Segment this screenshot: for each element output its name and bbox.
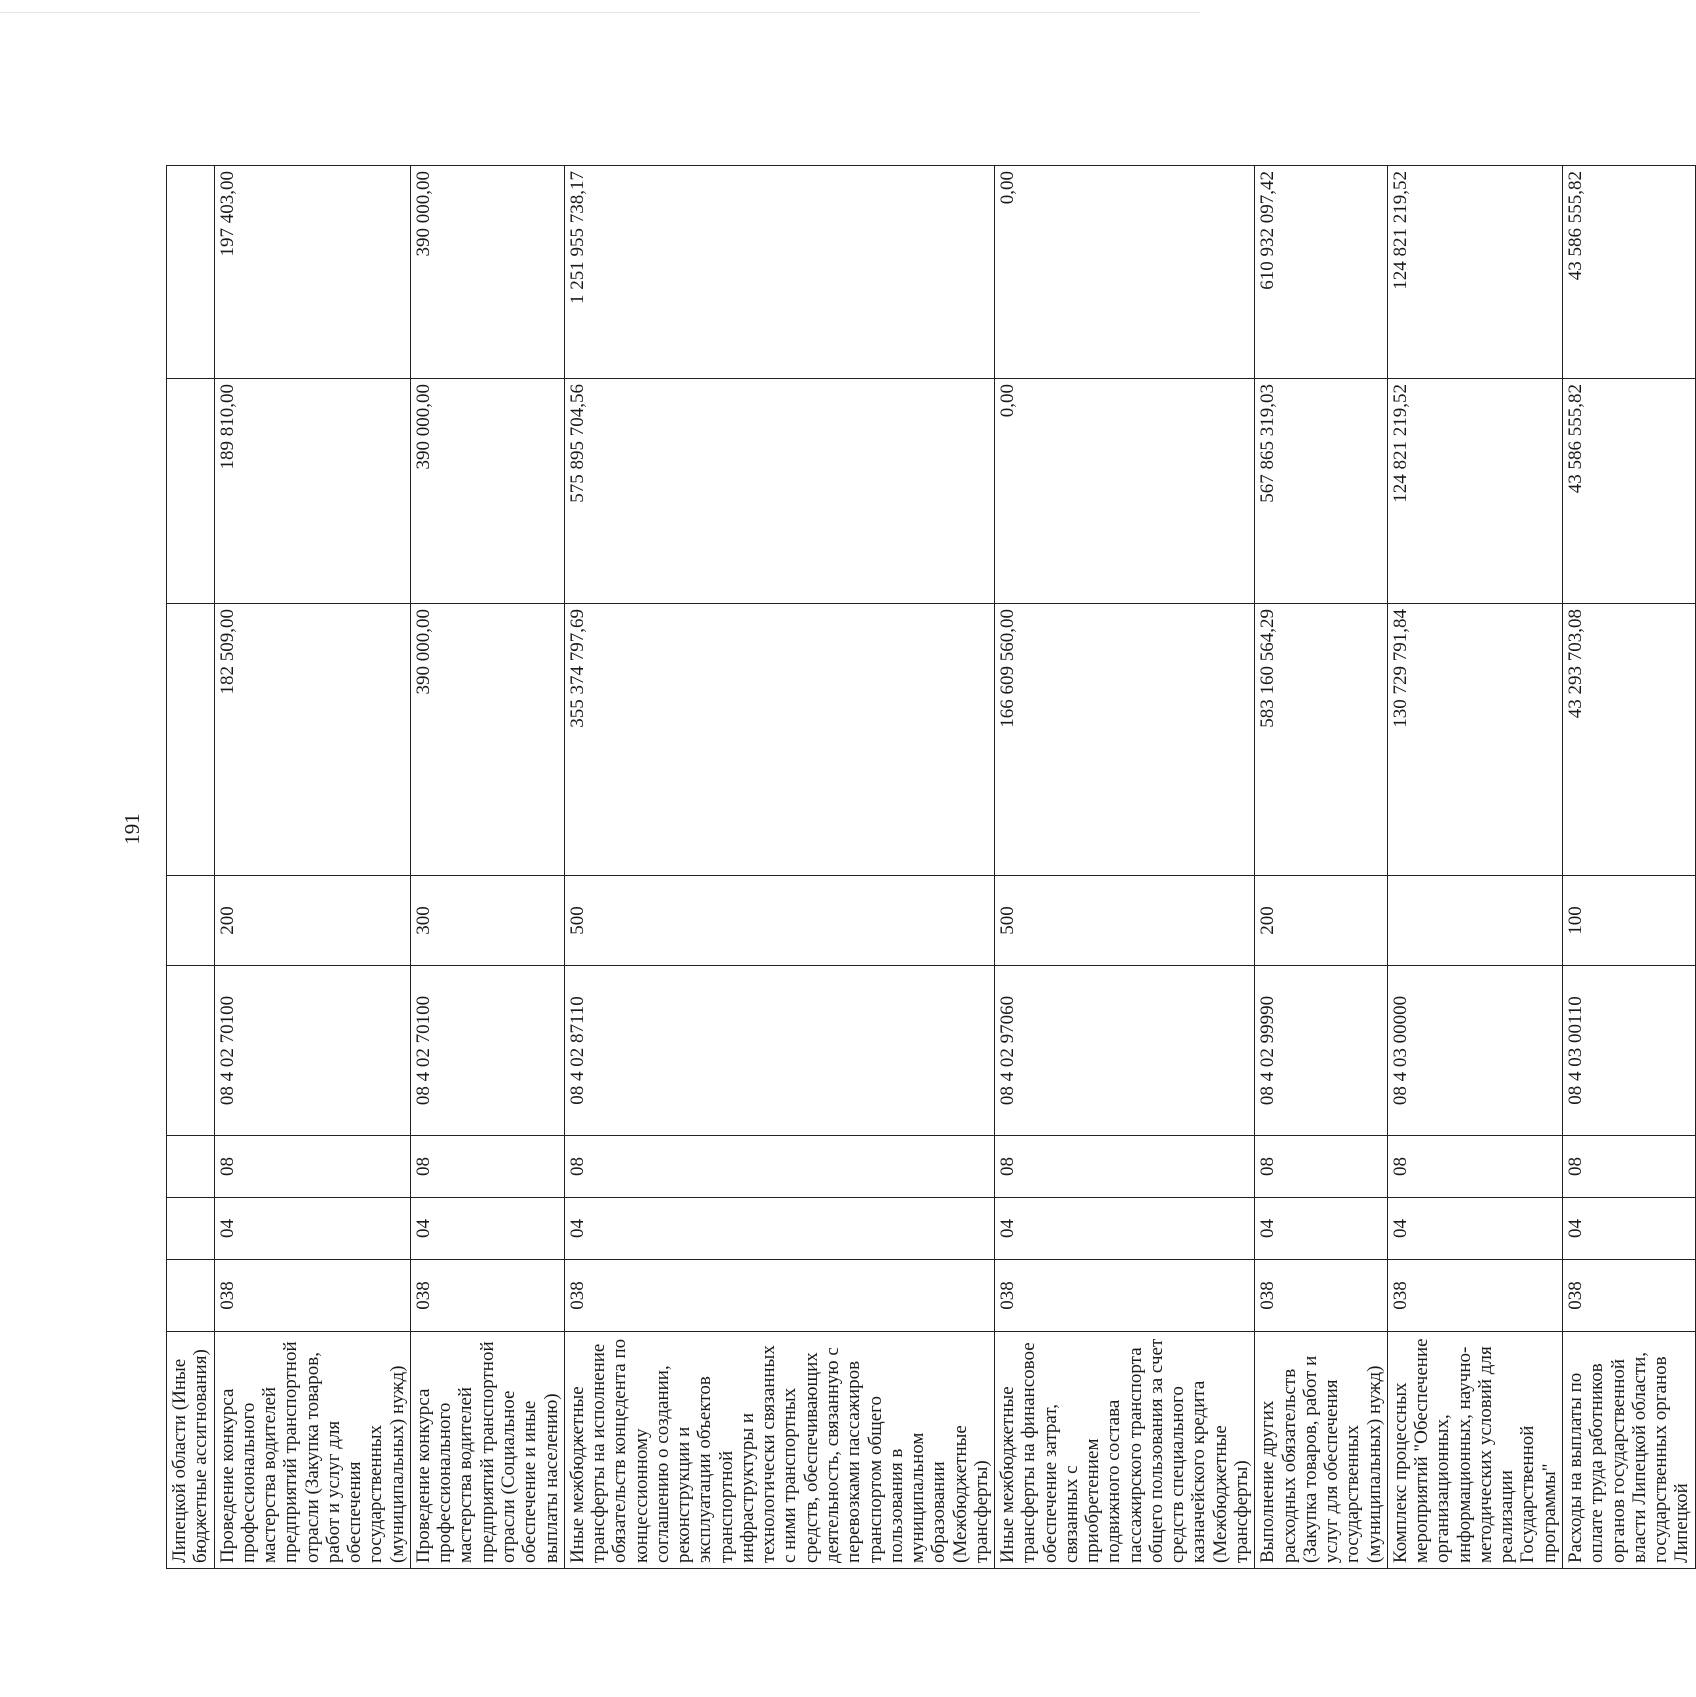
amount-year-3: 610 932 097,42: [1255, 166, 1388, 379]
table-row: [410, 166, 564, 1569]
subsection-code: 08: [214, 1136, 410, 1198]
amount-year-3: 43 586 555,82: [1563, 166, 1696, 379]
amount-year-1: [167, 604, 215, 876]
amount-year-2: 575 895 704,56: [564, 379, 994, 604]
amount-year-3: 197 403,00: [214, 166, 410, 379]
ministry-code: 038: [1387, 1260, 1562, 1332]
target-article-code: 08 4 03 00000: [1387, 966, 1562, 1136]
subsection-code: 08: [1255, 1136, 1388, 1198]
expense-type-code: 500: [564, 876, 994, 966]
target-article-code: 08 4 02 99990: [1255, 966, 1388, 1136]
ministry-code: 038: [410, 1260, 564, 1332]
section-code: 04: [214, 1198, 410, 1260]
target-article-code: 08 4 02 70100: [410, 966, 564, 1136]
section-code: 04: [995, 1198, 1255, 1260]
expense-type-code: [1387, 876, 1562, 966]
section-code: [167, 1198, 215, 1260]
ministry-code: 038: [1563, 1260, 1696, 1332]
amount-year-2: 0,00: [995, 379, 1255, 604]
amount-year-3: 124 821 219,52: [1387, 166, 1562, 379]
amount-year-2: 567 865 319,03: [1255, 379, 1388, 604]
expense-type-code: 500: [995, 876, 1255, 966]
expense-type-code: 100: [1563, 876, 1696, 966]
amount-year-2: 189 810,00: [214, 379, 410, 604]
row-name: Комплекс процессных мероприятий "Обеспечение организационных, информационных, научно-методических условий для реализации Государственной программы": [1387, 1332, 1562, 1569]
subsection-code: 08: [995, 1136, 1255, 1198]
amount-year-2: 124 821 219,52: [1387, 379, 1562, 604]
subsection-code: [167, 1136, 215, 1198]
amount-year-1: 583 160 564,29: [1255, 604, 1388, 876]
target-article-code: 08 4 02 70100: [214, 966, 410, 1136]
target-article-code: [167, 966, 215, 1136]
table-row: [1387, 166, 1562, 1569]
expense-type-code: 200: [1255, 876, 1388, 966]
row-name: Расходы на выплаты по оплате труда работников органов государственной власти Липецкой области, государственных органов Липецкой: [1563, 1332, 1696, 1569]
amount-year-1: 43 293 703,08: [1563, 604, 1696, 876]
section-code: 04: [1563, 1198, 1696, 1260]
expense-type-code: 300: [410, 876, 564, 966]
target-article-code: 08 4 02 97060: [995, 966, 1255, 1136]
amount-year-2: 43 586 555,82: [1563, 379, 1696, 604]
ministry-code: 038: [1255, 1260, 1388, 1332]
amount-year-1: 390 000,00: [410, 604, 564, 876]
ministry-code: 038: [214, 1260, 410, 1332]
row-name: Проведение конкурса профессионального мастерства водителей предприятий транспортной отрасли (Социальное обеспечение и иные выплаты населению): [410, 1332, 564, 1569]
amount-year-3: 390 000,00: [410, 166, 564, 379]
row-name: Иные межбюджетные трансферты на финансовое обеспечение затрат, связанных с приобретением подвижного состава пассажирского транспорта общего пользования за счет средств специального казначейского кредита (Межбюджетные трансферты): [995, 1332, 1255, 1569]
subsection-code: 08: [564, 1136, 994, 1198]
scan-edge-line: [0, 12, 1200, 13]
amount-year-2: 390 000,00: [410, 379, 564, 604]
table-row: [564, 166, 994, 1569]
section-code: 04: [410, 1198, 564, 1260]
amount-year-1: 130 729 791,84: [1387, 604, 1562, 876]
rotated-content: [120, 66, 1693, 1569]
expense-type-code: [167, 876, 215, 966]
section-code: 04: [1387, 1198, 1562, 1260]
subsection-code: 08: [410, 1136, 564, 1198]
amount-year-3: [167, 166, 215, 379]
amount-year-3: 0,00: [995, 166, 1255, 379]
page-number: 191: [120, 813, 144, 845]
table-row: [995, 166, 1255, 1569]
table-row: [167, 166, 215, 1569]
subsection-code: 08: [1563, 1136, 1696, 1198]
table-row: [1255, 166, 1388, 1569]
table-row: [1563, 166, 1696, 1569]
ministry-code: [167, 1260, 215, 1332]
amount-year-1: 355 374 797,69: [564, 604, 994, 876]
subsection-code: 08: [1387, 1136, 1562, 1198]
row-name: Выполнение других расходных обязательств (Закупка товаров, работ и услуг для обеспечения государственных (муниципальных) нужд): [1255, 1332, 1388, 1569]
target-article-code: 08 4 02 87110: [564, 966, 994, 1136]
amount-year-2: [167, 379, 215, 604]
row-name: Иные межбюджетные трансферты на исполнение обязательств концедента по концессионному соглашению о создании, реконструкции и эксплуатации объектов транспортной инфраструктуры и технологически связанных с ними транспортных средств, обеспечивающих деятельность, связанную с перевозками пассажиров транспортом общего пользования в муниципальном образовании (Межбюджетные трансферты): [564, 1332, 994, 1569]
table-row: [214, 166, 410, 1569]
amount-year-3: 1 251 955 738,17: [564, 166, 994, 379]
budget-table: [166, 165, 1696, 1569]
section-code: 04: [564, 1198, 994, 1260]
target-article-code: 08 4 03 00110: [1563, 966, 1696, 1136]
amount-year-1: 166 609 560,00: [995, 604, 1255, 876]
row-name: Проведение конкурса профессионального мастерства водителей предприятий транспортной отрасли (Закупка товаров, работ и услуг для обеспечения государственных (муниципальных) нужд): [214, 1332, 410, 1569]
row-name: Липецкой области (Иные бюджетные ассигнования): [167, 1332, 215, 1569]
ministry-code: 038: [564, 1260, 994, 1332]
section-code: 04: [1255, 1198, 1388, 1260]
ministry-code: 038: [995, 1260, 1255, 1332]
amount-year-1: 182 509,00: [214, 604, 410, 876]
expense-type-code: 200: [214, 876, 410, 966]
